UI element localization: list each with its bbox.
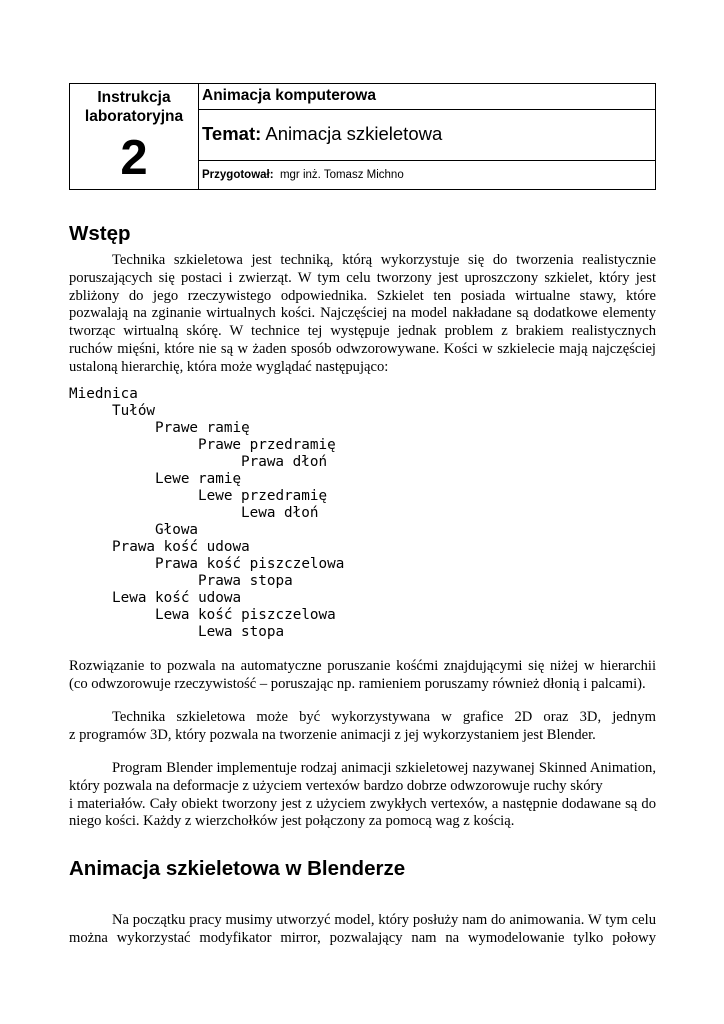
start-paragraph — [69, 912, 656, 948]
hierarchy-node: Lewa dłoń — [241, 505, 319, 521]
blender-lines-line: i materiałów. Cały obiekt tworzony jest z użyciem zwykłych vertexów, a następnie dodawane są do — [69, 795, 656, 812]
intro-lines-line: poruszających się postaci i zwierząt. W tym celu tworzony jest uproszczony szkielet, który jest — [69, 269, 656, 286]
author-label: Przygotował: — [202, 169, 274, 181]
lab-number: 2 — [120, 131, 148, 185]
header-table — [69, 83, 656, 190]
lab-title-line2: laboratoryjna — [84, 108, 184, 125]
author-line — [202, 169, 404, 181]
intro-lines-line: Technika szkieletowa jest techniką, którą wykorzystuje się do tworzenia realistycznie — [112, 252, 656, 268]
topic-label: Temat: — [202, 123, 262, 144]
start-lines-line: Na początku pracy musimy utworzyć model, który posłuży nam do animowania. W tym celu — [112, 912, 656, 928]
hierarchy-node: Głowa — [155, 522, 199, 538]
hierarchy-node: Prawa kość piszczelowa — [155, 556, 345, 572]
blender-heading: Animacja szkieletowa w Blenderze — [69, 857, 406, 880]
blender-lines-line: Program Blender implementuje rodzaj animacji szkieletowej nazywanej Skinned Animation, — [112, 760, 656, 776]
topic-cell — [199, 110, 655, 161]
usage-paragraph — [69, 709, 656, 745]
intro-paragraph — [69, 252, 656, 377]
solution-paragraph — [69, 658, 656, 694]
usage-lines-line: z programów 3D, który pozwala na tworzenie animacji z jej wykorzystaniem jest Blender. — [69, 726, 596, 743]
lab-title-line1: Instrukcja — [97, 89, 171, 106]
topic-value: Animacja szkieletowa — [265, 123, 443, 144]
author-value: mgr inż. Tomasz Michno — [279, 169, 404, 181]
blender-lines-line: niego kości. Każdy z wierzchołków jest połączony za pomocą wag z kością. — [69, 813, 515, 830]
hierarchy-node: Tułów — [112, 403, 156, 419]
lab-title — [70, 88, 198, 126]
bone-hierarchy — [69, 386, 344, 641]
intro-lines-line: ruchów mięśni, które nie są w żaden sposób odwzorowywane. Kości w szkielecie mają najczęściej — [69, 340, 656, 357]
hierarchy-node: Prawe przedramię — [198, 437, 336, 453]
blender-lines-line: który pozwala na deformacje z użyciem vertexów bardzo dobrze odwzorowuje ruchy skóry — [69, 777, 603, 794]
blender-paragraph — [69, 760, 656, 831]
intro-lines-line: ustaloną hierarchię, która może wyglądać następująco: — [69, 358, 389, 375]
hierarchy-node: Prawa stopa — [198, 573, 293, 589]
hierarchy-node: Miednica — [69, 386, 138, 402]
author-cell — [199, 161, 655, 189]
intro-lines-line: pozwalają na zginanie wirtualnych kości. Najczęściej na model nakładane są dodatkowe elementy — [69, 305, 656, 322]
course-cell — [199, 84, 655, 110]
usage-lines-line: Technika szkieletowa może być wykorzystywana w grafice 2D oraz 3D, jednym — [112, 709, 656, 725]
intro-lines-line: zbliżony do jego rzeczywistego odpowiednika. Szkielet ten posiada wirtualne stawy, które — [69, 287, 656, 304]
hierarchy-node: Lewa stopa — [198, 624, 285, 640]
start-lines-line: można wykorzystać modyfikator mirror, pozwalający nam na wymodelowanie tylko połowy — [69, 929, 656, 946]
hierarchy-node: Lewe ramię — [155, 471, 242, 487]
intro-lines-line: tworząc wirtualną skórę. W technice tej występuje jednak problem z brakiem realistycznych — [69, 323, 656, 340]
hierarchy-node: Lewa kość udowa — [112, 590, 242, 606]
course-title: Animacja komputerowa — [202, 87, 376, 104]
topic-line — [202, 123, 442, 145]
solution-lines-line: (co odwzorowuje rzeczywistość – poruszając np. ramieniem poruszamy również dłonią i palcami). — [69, 675, 646, 692]
hierarchy-node: Prawa dłoń — [241, 454, 328, 470]
hierarchy-node: Lewa kość piszczelowa — [155, 607, 336, 623]
lab-cell — [70, 84, 199, 189]
hierarchy-node: Prawe ramię — [155, 420, 250, 436]
hierarchy-node: Prawa kość udowa — [112, 539, 250, 555]
solution-lines-line: Rozwiązanie to pozwala na automatyczne poruszanie kośćmi znajdującymi się niżej w hierarchii — [69, 658, 656, 674]
intro-heading: Wstęp — [69, 222, 131, 245]
hierarchy-node: Lewe przedramię — [198, 488, 328, 504]
